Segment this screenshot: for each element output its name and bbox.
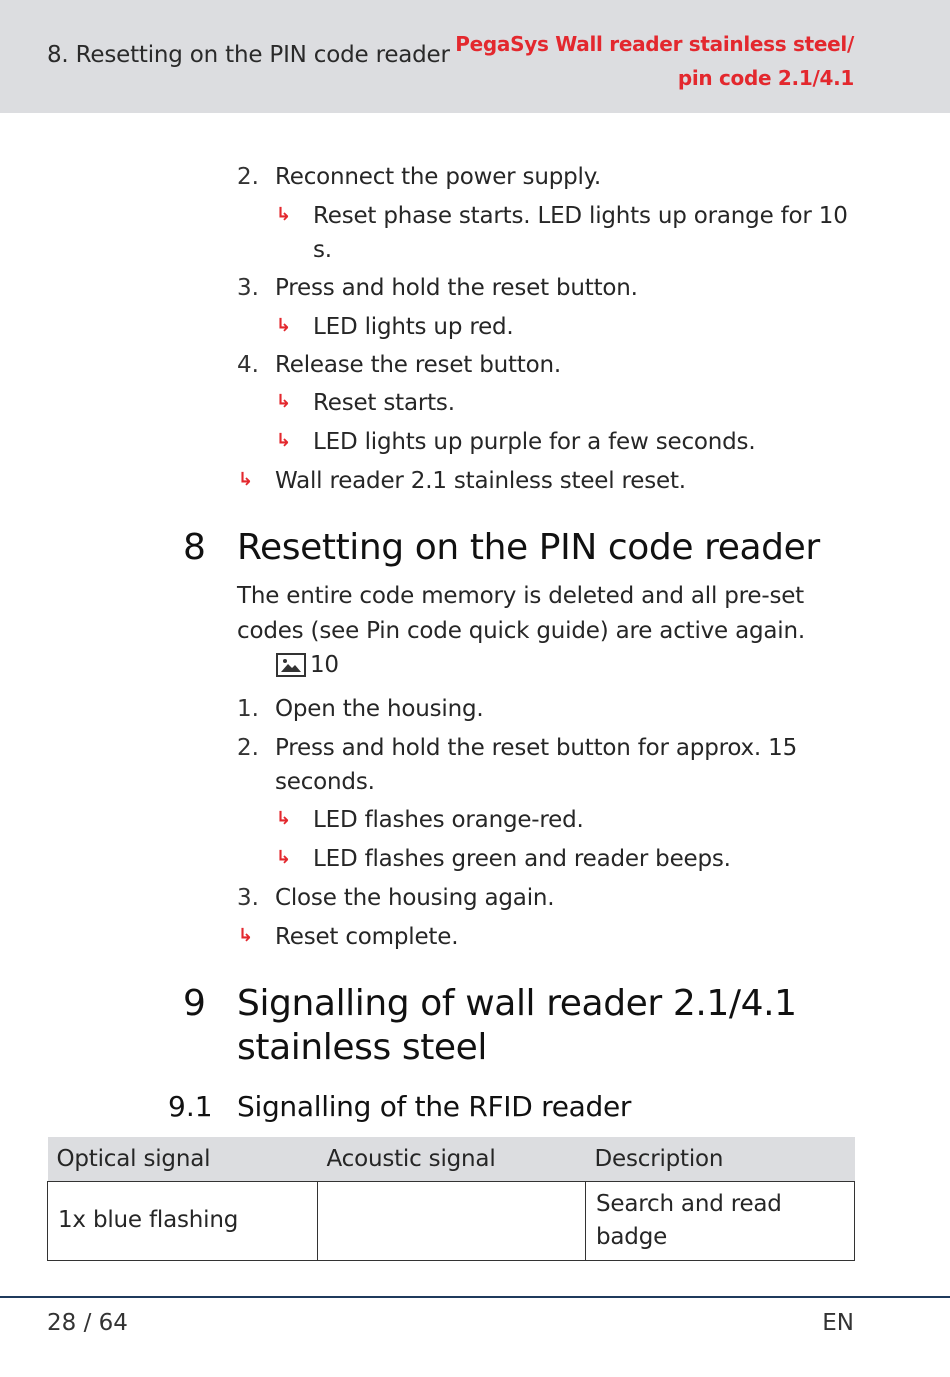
column-header-description: Description — [586, 1137, 855, 1181]
step-text: Press and hold the reset button. — [275, 275, 638, 301]
header-product-title-line2: pin code 2.1/4.1 — [677, 66, 854, 90]
result-arrow-icon: ↳ — [238, 469, 254, 490]
subsection-number: 9.1 — [168, 1090, 213, 1123]
result-arrow-icon: ↳ — [238, 925, 254, 946]
section-heading: Resetting on the PIN code reader — [237, 527, 820, 568]
result-text: Reset phase starts. LED lights up orange for 10 — [313, 203, 848, 229]
step-number: 2. — [237, 735, 259, 761]
final-result-text: Wall reader 2.1 stainless steel reset. — [275, 468, 686, 494]
step-number: 2. — [237, 164, 259, 190]
section-heading: stainless steel — [237, 1027, 488, 1068]
result-text: LED lights up red. — [313, 314, 514, 340]
step-number: 3. — [237, 885, 259, 911]
column-header-acoustic: Acoustic signal — [318, 1137, 586, 1181]
language-code: EN — [822, 1310, 854, 1336]
table-header-row — [48, 1137, 855, 1181]
section-number: 9 — [183, 983, 206, 1024]
step-text: Open the housing. — [275, 696, 484, 722]
result-text: s. — [313, 237, 332, 263]
image-icon — [276, 653, 306, 677]
final-result-text: Reset complete. — [275, 924, 459, 950]
description-cell: Search and read badge — [586, 1181, 855, 1260]
footer-divider — [0, 1296, 950, 1298]
result-arrow-icon: ↳ — [276, 847, 292, 868]
result-arrow-icon: ↳ — [276, 204, 292, 225]
step-text: Press and hold the reset button for approx. 15 — [275, 735, 798, 761]
result-text: LED flashes orange-red. — [313, 807, 584, 833]
page-header — [0, 0, 950, 113]
result-text: LED flashes green and reader beeps. — [313, 846, 731, 872]
step-number: 4. — [237, 352, 259, 378]
step-number: 3. — [237, 275, 259, 301]
header-product-title-line1: PegaSys Wall reader stainless steel/ — [455, 32, 854, 56]
result-text: Reset starts. — [313, 390, 455, 416]
result-arrow-icon: ↳ — [276, 808, 292, 829]
step-text: Reconnect the power supply. — [275, 164, 601, 190]
result-text: LED lights up purple for a few seconds. — [313, 429, 756, 455]
section-heading: Signalling of wall reader 2.1/4.1 — [237, 983, 797, 1024]
section-number: 8 — [183, 527, 206, 568]
result-arrow-icon: ↳ — [276, 391, 292, 412]
header-product-title — [455, 27, 854, 95]
subsection-heading: Signalling of the RFID reader — [237, 1090, 632, 1123]
step-text: Release the reset button. — [275, 352, 561, 378]
figure-reference[interactable] — [276, 651, 339, 679]
result-arrow-icon: ↳ — [276, 315, 292, 336]
optical-signal-cell: 1x blue flashing — [48, 1181, 318, 1260]
page-number: 28 / 64 — [47, 1310, 128, 1336]
column-header-optical: Optical signal — [48, 1137, 318, 1181]
result-arrow-icon: ↳ — [276, 430, 292, 451]
step-text: Close the housing again. — [275, 885, 555, 911]
acoustic-signal-cell — [318, 1181, 586, 1260]
header-section-title: 8. Resetting on the PIN code reader — [47, 42, 450, 68]
step-text: seconds. — [275, 769, 375, 795]
signal-table — [47, 1137, 855, 1261]
figure-number: 10 — [310, 652, 339, 678]
intro-text: codes (see Pin code quick guide) are active again. — [237, 618, 805, 644]
step-number: 1. — [237, 696, 259, 722]
intro-text: The entire code memory is deleted and all pre-set — [237, 583, 804, 609]
table-row — [48, 1181, 855, 1260]
